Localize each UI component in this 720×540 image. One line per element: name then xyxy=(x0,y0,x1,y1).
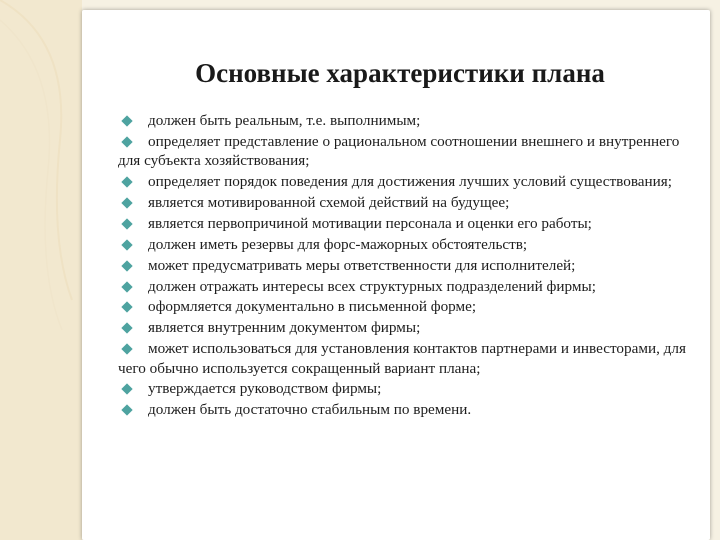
list-item-text: может использоваться для установления контактов партнерами и инвесторами, для чего обычно используется сокращенный вариант плана; xyxy=(118,340,686,377)
diamond-bullet-icon xyxy=(122,198,132,208)
diamond-bullet-icon xyxy=(122,282,132,292)
diamond-bullet-icon xyxy=(122,302,132,312)
list-item-text: должен иметь резервы для форс-мажорных обстоятельств; xyxy=(148,235,528,253)
list-item xyxy=(118,297,698,316)
bullet-list xyxy=(118,111,698,421)
list-item xyxy=(118,277,698,296)
slide-title: Основные характеристики плана xyxy=(195,58,605,88)
decorative-swirl xyxy=(0,0,92,540)
slide-card xyxy=(82,10,710,540)
list-item-text: должен быть достаточно стабильным по времени. xyxy=(148,401,472,419)
list-item-text: должен отражать интересы всех структурных подразделений фирмы; xyxy=(148,277,596,295)
diamond-bullet-icon xyxy=(122,219,132,229)
diamond-bullet-icon xyxy=(122,323,132,333)
list-item-text: является внутренним документом фирмы; xyxy=(148,319,421,337)
diamond-bullet-icon xyxy=(122,261,132,271)
list-item xyxy=(118,235,698,254)
list-item xyxy=(118,132,698,171)
list-item-text: утверждается руководством фирмы; xyxy=(148,380,382,398)
list-item-text: определяет порядок поведения для достижения лучших условий существования; xyxy=(148,173,672,191)
diamond-bullet-icon xyxy=(122,240,132,250)
list-item-text: является мотивированной схемой действий на будущее; xyxy=(148,193,510,211)
diamond-bullet-icon xyxy=(122,137,132,147)
list-item xyxy=(118,379,698,398)
list-item xyxy=(118,339,698,378)
list-item-text: является первопричиной мотивации персонала и оценки его работы; xyxy=(148,214,592,232)
diamond-bullet-icon xyxy=(122,177,132,187)
list-item-text: может предусматривать меры ответственности для исполнителей; xyxy=(148,256,576,274)
list-item xyxy=(118,318,698,337)
list-item xyxy=(118,256,698,275)
list-item-text: оформляется документально в письменной форме; xyxy=(148,298,477,316)
list-item xyxy=(118,400,698,419)
list-item-text: определяет представление о рациональном соотношении внешнего и внутреннего для субъекта хозяйствования; xyxy=(118,132,680,170)
diamond-bullet-icon xyxy=(122,384,132,394)
diamond-bullet-icon xyxy=(122,405,132,415)
list-item xyxy=(118,111,698,130)
list-item xyxy=(118,172,698,191)
list-item xyxy=(118,214,698,233)
list-item xyxy=(118,193,698,212)
diamond-bullet-icon xyxy=(122,344,132,354)
diamond-bullet-icon xyxy=(122,116,132,126)
list-item-text: должен быть реальным, т.е. выполнимым; xyxy=(148,112,421,129)
